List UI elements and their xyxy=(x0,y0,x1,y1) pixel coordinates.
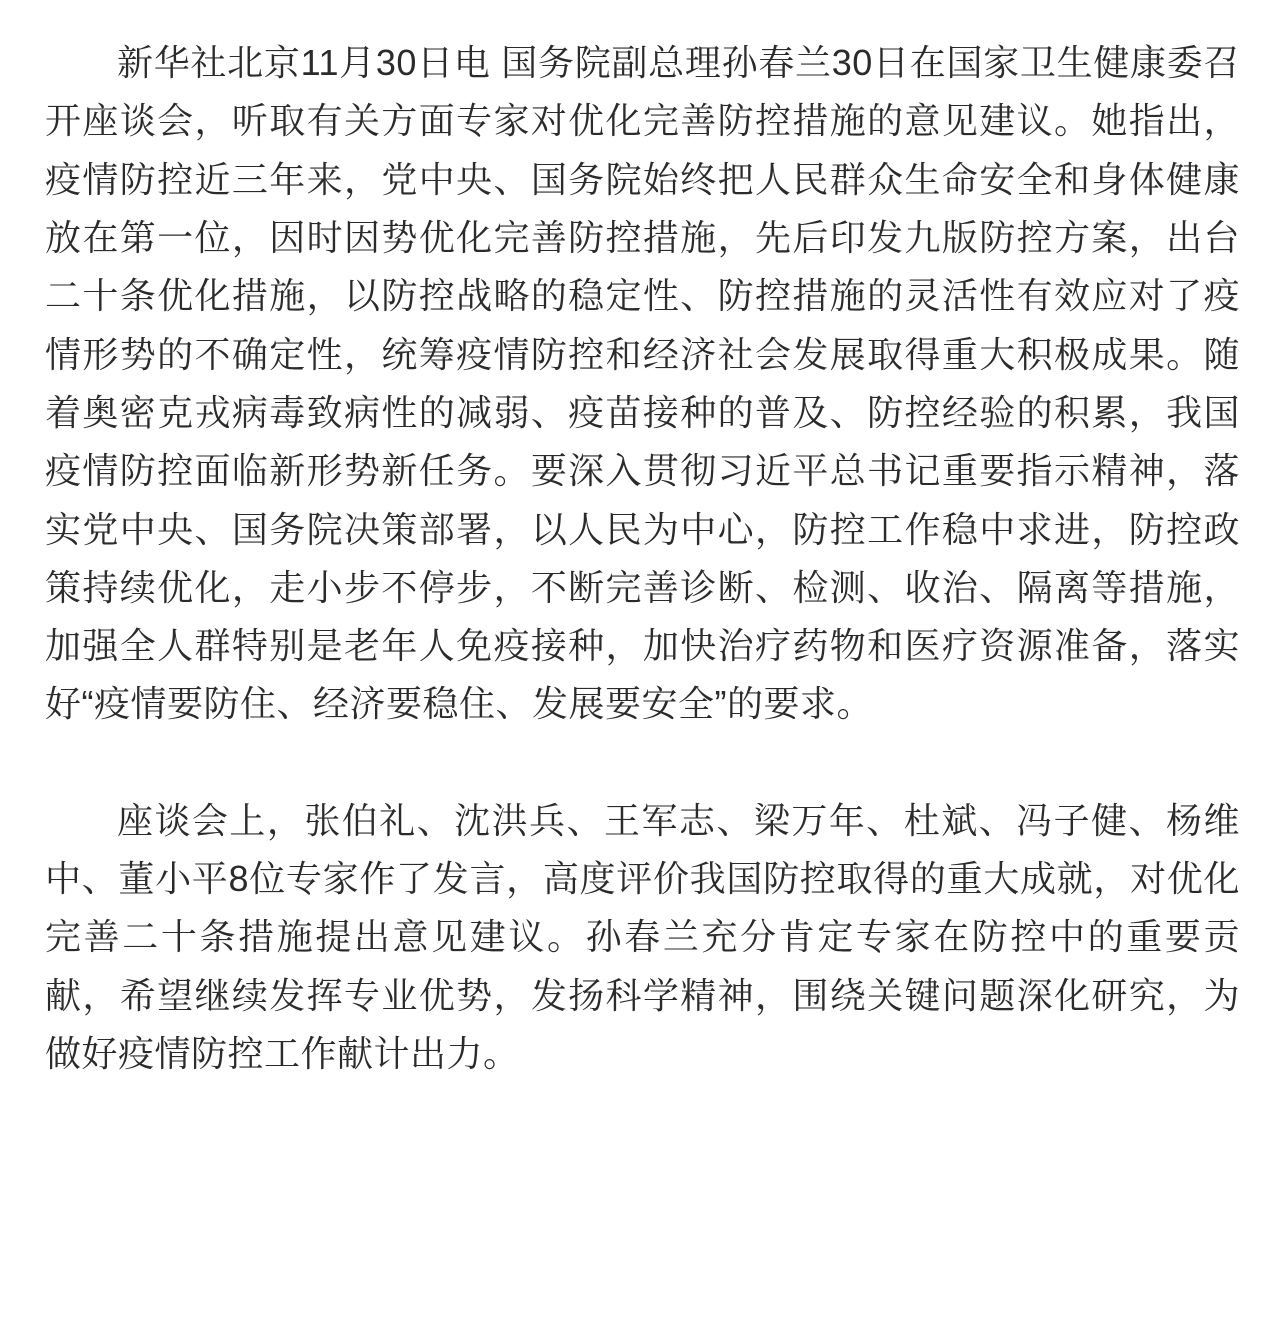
article-paragraph-1: 新华社北京11月30日电 国务院副总理孙春兰30日在国家卫生健康委召开座谈会，听取有关方面专家对优化完善防控措施的意见建议。她指出，疫情防控近三年来，党中央、国务院始终把人民群众生命安全和身体健康放在第一位，因时因势优化完善防控措施，先后印发九版防控方案，出台二十条优化措施，以防控战略的稳定性、防控措施的灵活性有效应对了疫情形势的不确定性，统筹疫情防控和经济社会发展取得重大积极成果。随着奥密克戎病毒致病性的减弱、疫苗接种的普及、防控经验的积累，我国疫情防控面临新形势新任务。要深入贯彻习近平总书记重要指示精神，落实党中央、国务院决策部署，以人民为中心，防控工作稳中求进，防控政策持续优化，走小步不停步，不断完善诊断、检测、收治、隔离等措施，加强全人群特别是老年人免疫接种，加快治疗药物和医疗资源准备，落实好“疫情要防住、经济要稳住、发展要安全”的要求。 xyxy=(45,42,1240,725)
article-paragraph-2: 座谈会上，张伯礼、沈洪兵、王军志、梁万年、杜斌、冯子健、杨维中、董小平8位专家作了发言，高度评价我国防控取得的重大成就，对优化完善二十条措施提出意见建议。孙春兰充分肯定专家在防控中的重要贡献，希望继续发挥专业优势，发扬科学精神，围绕关键问题深化研究，为做好疫情防控工作献计出力。 xyxy=(45,799,1240,1074)
